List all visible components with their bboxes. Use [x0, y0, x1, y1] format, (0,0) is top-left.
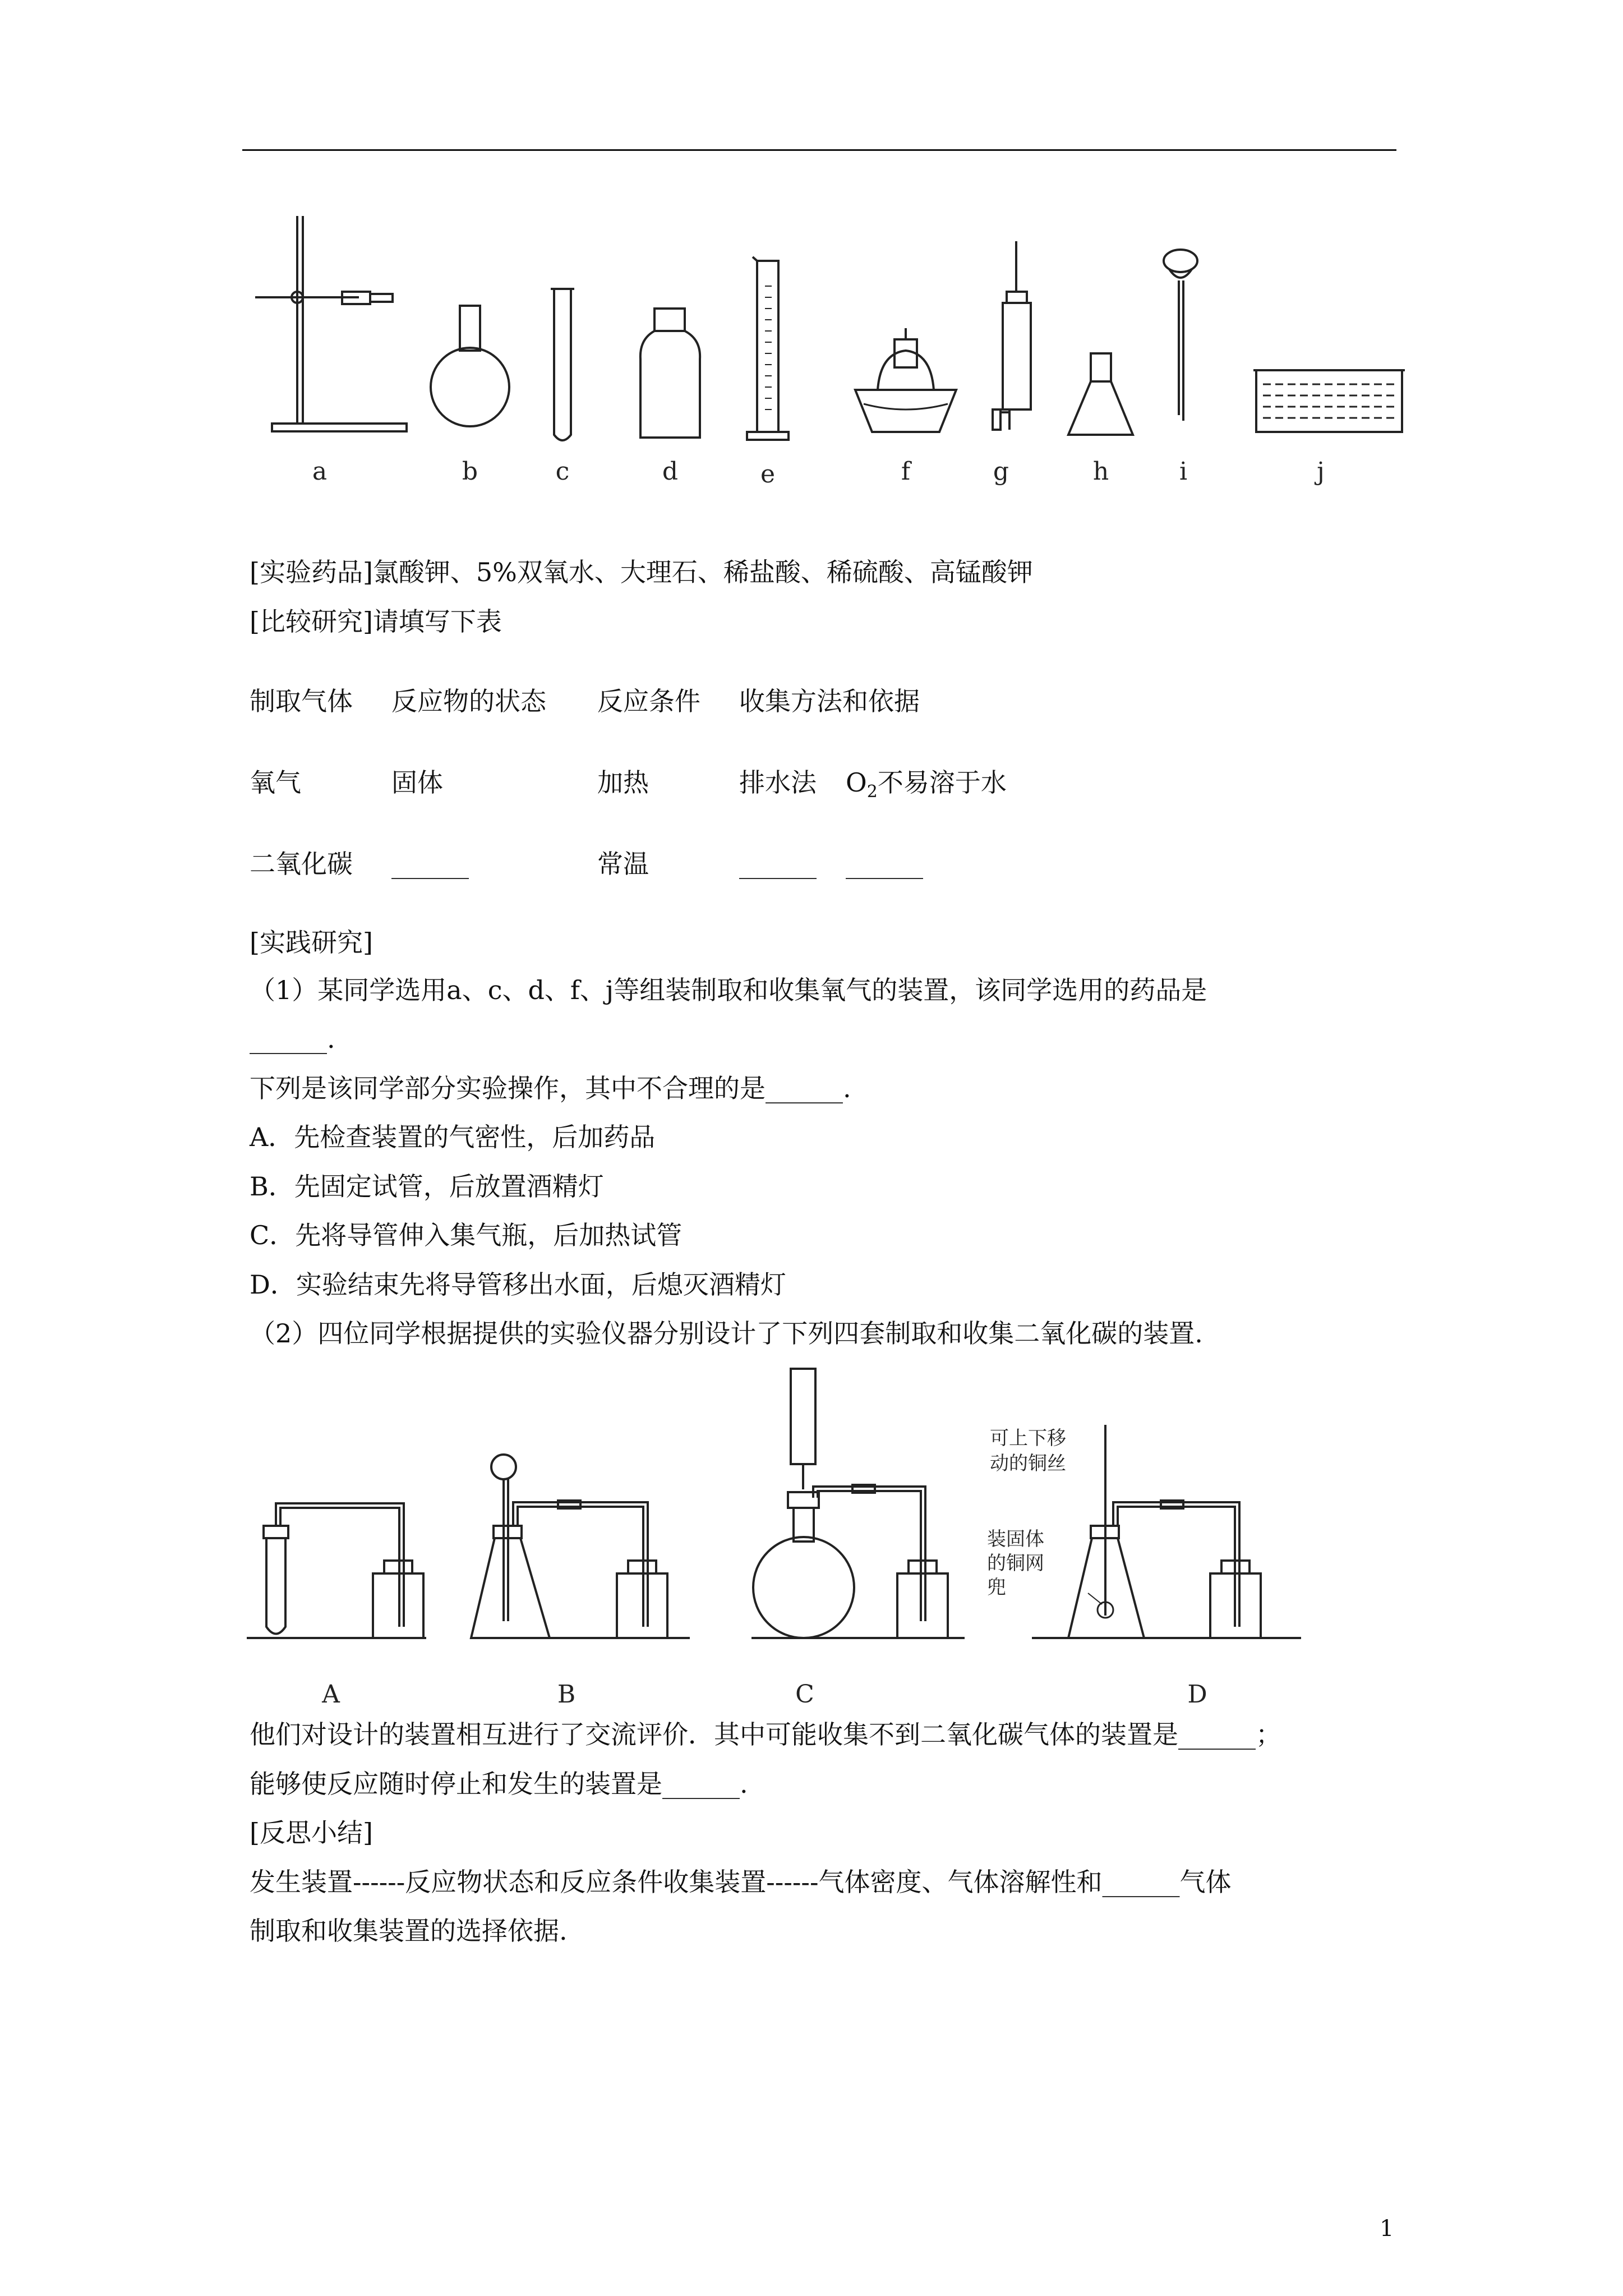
apparatus-label: j [1317, 457, 1325, 486]
page-number: 1 [1380, 2216, 1394, 2242]
header-rule [242, 149, 1396, 151]
test-tube-icon [551, 289, 574, 440]
apparatus-label: a [312, 457, 328, 486]
table-blank[interactable]: ______ [846, 849, 923, 879]
graduated-cylinder-icon [747, 257, 789, 440]
setup-label: B [557, 1680, 576, 1709]
table-cell: 二氧化碳 [250, 849, 353, 879]
apparatus-label: b [462, 457, 478, 486]
question-1: （1）某同学选用a、c、d、f、j等组装制取和收集氧气的装置，该同学选用的药品是 [250, 975, 1207, 1005]
drugs-line: [实验药品]氯酸钾、5%双氧水、大理石、稀盐酸、稀硫酸、高锰酸钾 [250, 557, 1033, 587]
long-funnel-icon [1164, 250, 1197, 421]
option-d: D．实验结束先将导管移出水面，后熄灭酒精灯 [250, 1269, 786, 1300]
apparatus-figure [236, 208, 1419, 494]
apparatus-label: e [760, 460, 776, 489]
table-header: 反应物的状态 [391, 686, 546, 716]
apparatus-label: g [993, 457, 1009, 486]
setup-c-diagram [751, 1369, 965, 1638]
apparatus-label: c [555, 457, 570, 486]
apparatus-label: h [1092, 457, 1109, 486]
table-blank[interactable]: ______ [739, 849, 817, 879]
setup-d-annotation: 装固体 [987, 1528, 1044, 1550]
table-cell: 排水法 [739, 767, 817, 798]
table-cell: 加热 [597, 767, 649, 798]
table-cell-reason: $O_2$不易溶于水 [846, 767, 1007, 802]
alcohol-lamp-icon [855, 328, 956, 432]
table-cell: 氧气 [250, 767, 301, 798]
conical-flask-icon [1068, 353, 1133, 435]
reflect-heading: [反思小结] [250, 1818, 373, 1848]
water-trough-icon [1253, 370, 1405, 432]
option-c: C．先将导管伸入集气瓶，后加热试管 [250, 1220, 683, 1250]
setup-b-diagram [471, 1455, 690, 1638]
question-1-sub: 下列是该同学部分实验操作，其中不合理的是______. [250, 1073, 851, 1103]
option-a: A．先检查装置的气密性，后加药品 [250, 1122, 656, 1152]
table-cell: 常温 [597, 849, 649, 879]
table-header: 制取气体 [250, 686, 353, 716]
table-header: 反应条件 [597, 686, 700, 716]
setup-d-annotation: 可上下移 [990, 1427, 1066, 1450]
reflect-line-1: 发生装置------反应物状态和反应条件收集装置------气体密度、气体溶解性和______气体 [250, 1867, 1232, 1897]
table-blank[interactable]: ______ [391, 849, 469, 879]
round-flask-icon [431, 306, 509, 426]
apparatus-label: d [662, 457, 679, 486]
table-cell: 固体 [391, 767, 443, 798]
setup-d-annotation: 动的铜丝 [990, 1452, 1066, 1475]
practice-heading: [实践研究] [250, 927, 373, 958]
setup-label: D [1187, 1680, 1207, 1709]
setup-label: C [795, 1680, 814, 1709]
setup-d-diagram [1032, 1425, 1301, 1638]
table-header: 收集方法和依据 [739, 686, 920, 716]
co2-setups-figure [236, 1358, 1329, 1717]
setup-d-annotation: 兜 [987, 1576, 1006, 1599]
question-1-blank[interactable]: ______. [250, 1024, 335, 1054]
compare-heading: [比较研究]请填写下表 [250, 606, 502, 637]
question-2: （2）四位同学根据提供的实验仪器分别设计了下列四套制取和收集二氧化碳的装置. [250, 1318, 1203, 1349]
apparatus-label: i [1179, 457, 1188, 486]
setup-d-annotation: 的铜网 [987, 1552, 1044, 1575]
apparatus-label: f [901, 457, 911, 486]
iron-stand-icon [255, 216, 407, 431]
evaluation-line-2: 能够使反应随时停止和发生的装置是______. [250, 1769, 748, 1799]
setup-label: A [322, 1680, 340, 1709]
setup-a-diagram [247, 1503, 426, 1638]
syringe-icon [993, 241, 1031, 430]
option-b: B．先固定试管，后放置酒精灯 [250, 1171, 604, 1202]
gas-bottle-icon [640, 309, 700, 438]
reflect-line-2: 制取和收集装置的选择依据. [250, 1916, 568, 1946]
evaluation-line-1: 他们对设计的装置相互进行了交流评价．其中可能收集不到二氧化碳气体的装置是______； [250, 1719, 1281, 1750]
